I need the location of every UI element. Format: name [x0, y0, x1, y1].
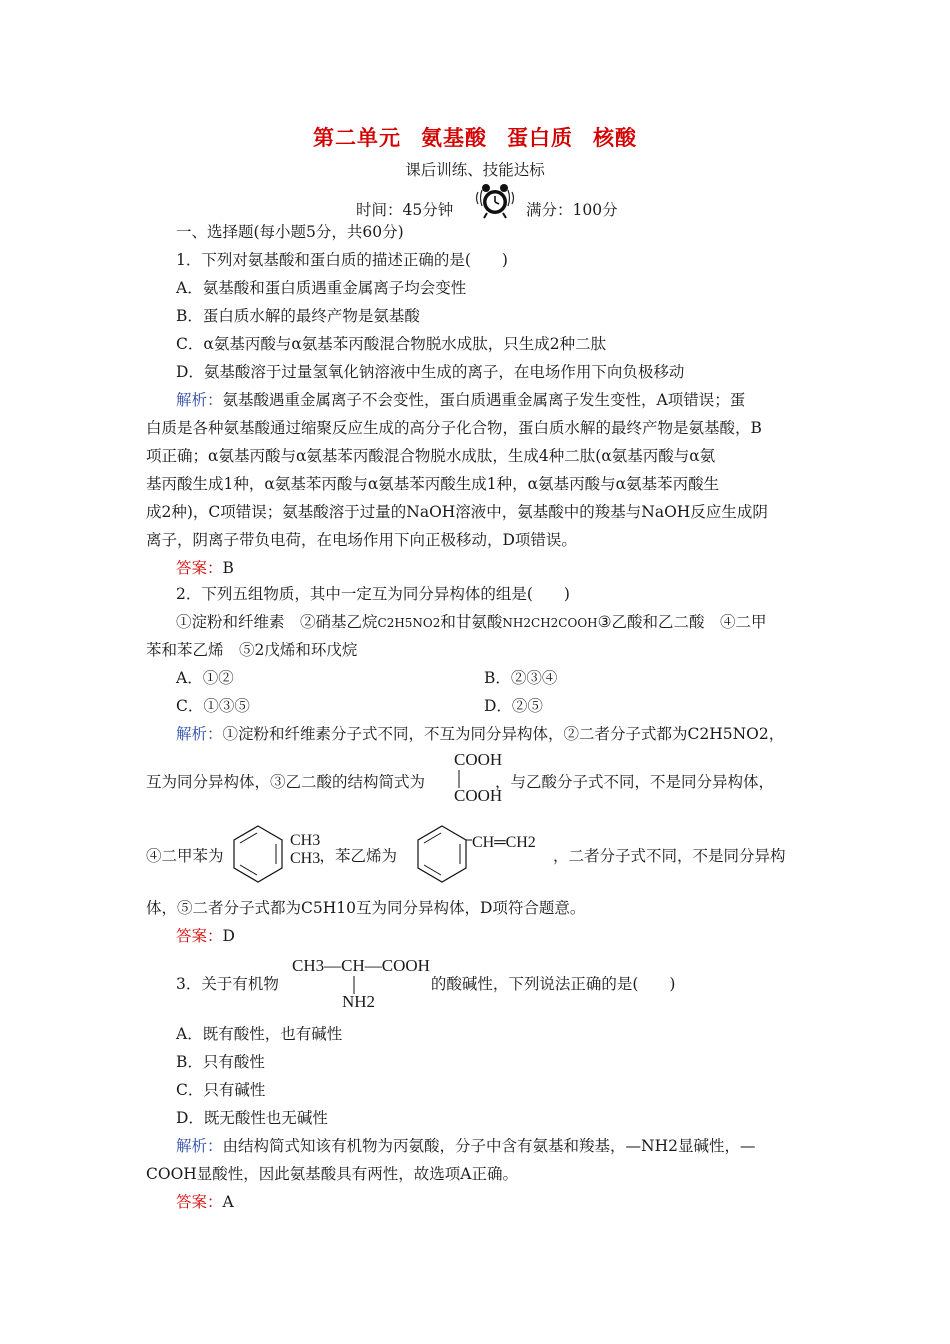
q2-analysis: [176, 724, 820, 744]
q2-analysis-line-2-part-2: ，与乙酸分子式不同，不是同分异构体，: [495, 773, 775, 791]
oxalic-acid-top: COOH: [454, 750, 503, 769]
alanine-structure-top: CH3—CH—COOH: [292, 956, 430, 975]
q1-answer: [176, 558, 820, 578]
q3-analysis-label: 解析：: [176, 1137, 223, 1155]
title-unit: 第二单元: [313, 125, 401, 150]
oxalic-acid-bottom: COOH: [454, 786, 503, 805]
q3-analysis: [176, 1136, 820, 1156]
q2-items-part-1: ①淀粉和纤维素 ②硝基乙烷: [176, 613, 378, 631]
alanine-structure-bottom: NH2: [342, 992, 376, 1011]
q2-analysis-line-4: 体，⑤二者分子式都为C5H10互为同分异构体，D项符合题意。: [146, 899, 586, 917]
q3-answer: [176, 1192, 820, 1212]
q1-analysis-line-3: 项正确；α氨基丙酸与α氨基苯丙酸混合物脱水成肽，生成4种二肽(α氨基丙酸与α氨: [146, 447, 716, 465]
q2-items-line-1: [176, 612, 820, 633]
q1-analysis-line-6: 离子，阴离子带负电荷，在电场作用下向正极移动，D项错误。: [146, 531, 577, 549]
q3-stem: [176, 974, 820, 994]
q2-answer: [176, 926, 820, 946]
q2-analysis-line-2-part-1: 互为同分异构体，③乙二酸的结构简式为: [146, 773, 426, 791]
xylene-methyl-1: CH3: [290, 832, 321, 849]
q2-option-d: D．②⑤: [484, 697, 543, 715]
q3-option-b: B．只有酸性: [176, 1053, 265, 1071]
styrene-ring-structure: [412, 822, 472, 886]
q1-option-a: A．氨基酸和蛋白质遇重金属离子均会变性: [176, 279, 467, 297]
styrene-vinyl-group: CH═CH2: [472, 834, 536, 851]
q1-answer-label: 答案：: [176, 559, 223, 577]
xylene-ring-structure: [228, 822, 288, 886]
q1-analysis-label: 解析：: [176, 391, 223, 409]
q2-analysis-line-3-part-1: ④二甲苯为: [146, 847, 224, 865]
page-title: [0, 122, 950, 152]
q3-analysis-line-1: 由结构简式知该有机物为丙氨酸，分子中含有氨基和羧基，—NH2显碱性，—: [222, 1137, 756, 1155]
q2-answer-value: D: [222, 927, 235, 945]
q2-items-line-2: 苯和苯乙烯 ⑤2戊烯和环戊烷: [146, 641, 358, 659]
q2-analysis-line-3-part-2: ，苯乙烯为: [319, 847, 398, 865]
section-heading: 一、选择题(每小题5分，共60分): [176, 223, 404, 241]
q3-answer-value: A: [222, 1193, 234, 1211]
q2-answer-label: 答案：: [176, 927, 223, 945]
q1-analysis-line-4: 基丙酸生成1种，α氨基苯丙酸与α氨基苯丙酸生成1种，α氨基丙酸与α氨基苯丙酸生: [146, 475, 720, 493]
q2-items-part-3: ③乙酸和乙二酸 ④二甲: [597, 613, 767, 631]
q1-option-c: C．α氨基丙酸与α氨基苯丙酸混合物脱水成肽，只生成2种二肽: [176, 335, 607, 353]
q2-option-a: A．①②: [176, 669, 234, 687]
q1-option-d: D．氨基酸溶于过量氢氧化钠溶液中生成的离子，在电场作用下向负极移动: [176, 363, 685, 381]
title-topic-3: 核酸: [593, 125, 637, 150]
q1-analysis-line-2: 白质是各种氨基酸通过缩聚反应生成的高分子化合物，蛋白质水解的最终产物是氨基酸，B: [146, 419, 762, 437]
q2-items-formula-1: C2H5NO2: [377, 616, 441, 630]
time-label: 时间：45分钟: [356, 201, 454, 219]
q2-items-formula-2: NH2CH2COOH: [502, 616, 598, 630]
score-label: 满分：100分: [526, 201, 618, 219]
q2-analysis-label: 解析：: [176, 725, 223, 743]
q2-analysis-line-3-part-3: ，二者分子式不同，不是同分异构: [553, 847, 786, 865]
subtitle: 课后训练、技能达标: [405, 161, 545, 179]
q1-option-b: B．蛋白质水解的最终产物是氨基酸: [176, 307, 420, 325]
q1-analysis-line-5: 成2种)，C项错误；氨基酸溶于过量的NaOH溶液中，氨基酸中的羧基与NaOH反应生成阴: [146, 503, 768, 521]
q2-option-b: B．②③④: [484, 669, 558, 687]
q3-analysis-line-2: COOH显酸性，因此氨基酸具有两性，故选项A正确。: [146, 1165, 518, 1183]
q1-stem: 1．下列对氨基酸和蛋白质的描述正确的是( ): [176, 251, 508, 269]
q1-answer-value: B: [222, 559, 234, 577]
q3-option-a: A．既有酸性，也有碱性: [176, 1025, 343, 1043]
xylene-methyl-2: CH3: [290, 850, 321, 867]
q3-stem-part-1: 3．关于有机物: [176, 975, 279, 993]
q2-items-part-2: 和甘氨酸: [440, 613, 503, 631]
q3-stem-part-2: 的酸碱性，下列说法正确的是( ): [430, 975, 676, 993]
q2-option-c: C．①③⑤: [176, 697, 250, 715]
q3-answer-label: 答案：: [176, 1193, 223, 1211]
title-topic-2: 蛋白质: [507, 125, 573, 150]
title-topic-1: 氨基酸: [421, 125, 487, 150]
q1-analysis-line-1: 氨基酸遇重金属离子不会变性，蛋白质遇重金属离子发生变性，A项错误；蛋: [222, 391, 746, 409]
q3-option-c: C．只有碱性: [176, 1081, 266, 1099]
q3-option-d: D．既无酸性也无碱性: [176, 1109, 328, 1127]
q1-analysis: [176, 390, 820, 410]
q2-stem: 2．下列五组物质，其中一定互为同分异构体的组是( ): [176, 585, 570, 603]
q2-analysis-line-1: ①淀粉和纤维素分子式不同，不互为同分异构体，②二者分子式都为C2H5NO2，: [222, 725, 785, 743]
alarm-clock-icon: [472, 182, 518, 222]
